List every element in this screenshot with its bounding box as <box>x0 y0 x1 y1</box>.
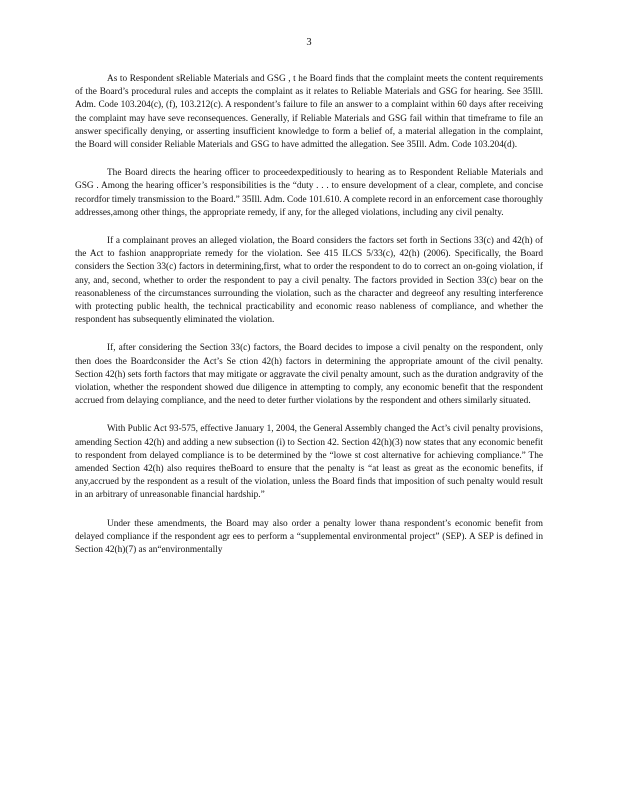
paragraph-public-act: With Public Act 93-575, effective January 1, 2004, the General Assembly changed the Act’s civil penalty provisions, amending Section 42(h) and adding a new subsection (i) to Section 42. Section 42(h)(3) now states that any economic benefit to respondent from delayed compliance is to be determined by the “lowe st cost alternative for achieving compliance.” The amended Section 42(h) also requires theBoard to ensure that the penalty is “at least as great as the economic benefits, if any,accrued by the respondent as a result of the violation, unless the Board finds that imposition of such penalty would result in an arbitrary of unreasonable financial hardship.” <box>75 424 543 501</box>
document-body <box>75 73 543 572</box>
paragraph-civil-penalty: If, after considering the Section 33(c) factors, the Board decides to impose a civil penalty on the respondent, only then does the Boardconsider the Act’s Se ction 42(h) factors in determining the appropriate amount of the civil penalty. Section 42(h) sets forth factors that may mitigate or aggravate the civil penalty amount, such as the duration andgravity of the violation, whether the respondent showed due diligence in attempting to comply, any economic benefit that the respondent accrued from delaying compliance, and the need to deter further violations by the respondent and others similarly situated. <box>75 343 543 407</box>
paragraph-respondent-answer: As to Respondent sReliable Materials and GSG , t he Board finds that the complaint meets the content requirements of the Board’s procedural rules and accepts the complaint as it relates to Reliable Materials and GSG for hearing. See 35Ill. Adm. Code 103.204(c), (f), 103.212(c). A respondent’s failure to file an answer to a complaint within 60 days after receiving the complaint may have seve reconsequences. Generally, if Reliable Materials and GSG fail within that timeframe to file an answer specifically denying, or asserting insufficient knowledge to form a belief of, a material allegation in the complaint, the Board will consider Reliable Materials and GSG to have admitted the allegation. See 35Ill. Adm. Code 103.204(d). <box>75 74 543 151</box>
paragraph-sep: Under these amendments, the Board may also order a penalty lower thana respondent’s economic benefit from delayed compliance if the respondent agr ees to perform a “supplemental environmental project” (SEP). A SEP is defined in Section 42(h)(7) as an“environmentally <box>75 518 543 556</box>
page-number: 3 <box>306 37 312 48</box>
paragraph-hearing-officer: The Board directs the hearing officer to proceedexpeditiously to hearing as to Respondent Reliable Materials and GSG . Among the hearing officer’s responsibilities is the “duty . . . to ensure development of a clear, complete, and concise recordfor timely transmission to the Board.” 35Ill. Adm. Code 101.610. A complete record in an enforcement case thoroughly addresses,among other things, the appropriate remedy, if any, for the alleged violations, including any civil penalty. <box>75 168 543 218</box>
paragraph-remedy-factors: If a complainant proves an alleged violation, the Board considers the factors set forth in Sections 33(c) and 42(h) of the Act to fashion anappropriate remedy for the violation. See 415 ILCS 5/33(c), 42(h) (2006). Specifically, the Board considers the Section 33(c) factors in determining,first, what to order the respondent to do to correct an on-going violation, if any, and, second, whether to order the respondent to pay a civil penalty. The factors provided in Section 33(c) bear on the reasonableness of the circumstances surrounding the violation, such as the character and degreeof any resulting interference with protecting public health, the technical practicability and economic reaso nableness of compliance, and whether the respondent has subsequently eliminated the violation. <box>75 236 543 326</box>
